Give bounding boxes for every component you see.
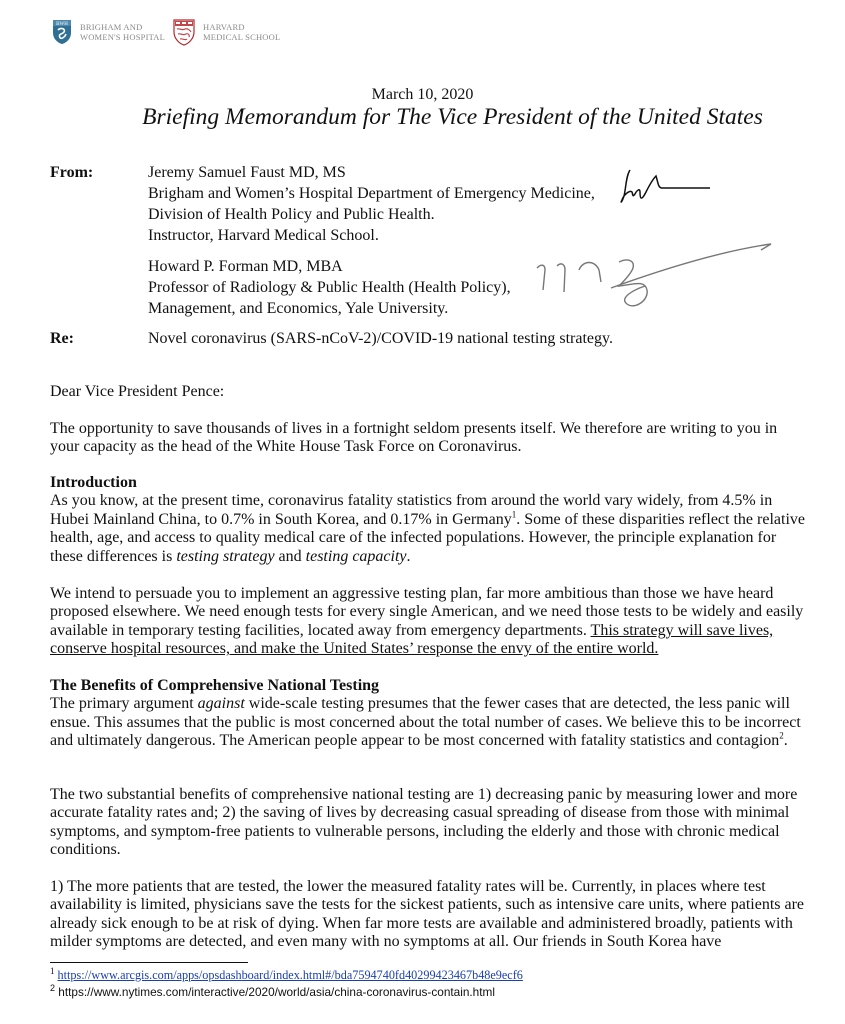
bwh-logo-line1: BRIGHAM AND	[80, 22, 143, 32]
introduction-section	[50, 474, 805, 566]
author2-affiliation-1: Professor of Radiology & Public Health (Health Policy),	[148, 279, 511, 296]
opening-paragraph: The opportunity to save thousands of lives in a fortnight seldom presents itself. We therefore are writing to you in your capacity as the head of the White House Task Force on Coronavirus.	[50, 420, 778, 456]
footnote-1: $^1$ https://www.arcgis.com/apps/opsdashboard/index.html#/bda7594740fd40299423467b48e9ecf6	[50, 965, 523, 982]
salutation: Dear Vice President Pence:	[50, 383, 225, 400]
letterhead	[52, 12, 288, 52]
benefits-paragraph-3: 1) The more patients that are tested, the lower the measured fatality rates will be. Currently, in places where test availability is limited, physicians save the tests for the sickest patients, such as intensive care units, where patients are already sick enough to be at risk of dying. When far more tests are available and administered broadly, patients with milder symptoms are detected, and even many with no symptoms at all. Our friends in South Korea have	[50, 878, 805, 951]
bwh-shield-icon	[52, 19, 72, 45]
author2-name: Howard P. Forman MD, MBA	[148, 258, 343, 275]
author1-affiliation-2: Division of Health Policy and Public Health.	[148, 206, 435, 223]
benefits-heading: The Benefits of Comprehensive National Testing	[50, 677, 380, 694]
bwh-logo	[52, 19, 165, 45]
footnote-2-text: https://www.nytimes.com/interactive/2020/world/asia/china-coronavirus-contain.html	[58, 985, 495, 999]
author1-affiliation-1: Brigham and Women’s Hospital Department of Emergency Medicine,	[148, 185, 595, 202]
benefits-paragraph-1: The primary argument against wide-scale testing presumes that the fewer cases that are detected, the less panic will ensue. This assumes that the public is most concerned about the total number of cases. We believe this to be incorrect and ultimately dangerous. The American people appear to be most concerned with fatality statistics and contagion$^2$.	[50, 695, 801, 750]
footnote-2: $^2$ https://www.nytimes.com/interactive/2020/world/asia/china-coronavirus-contain.html	[50, 983, 495, 999]
introduction-paragraph: As you know, at the present time, coronavirus fatality statistics from around the world vary widely, from 4.5% in Hubei Mainland China, to 0.7% in South Korea, and 0.17% in Germany$^1$. Some of these disparities reflect the relative health, age, and access to quality medical care of the infected populations. However, the principle explanation for these differences is testing strategy and testing capacity.	[50, 492, 805, 565]
benefits-section	[50, 677, 805, 751]
hms-logo-line2: MEDICAL SCHOOL	[203, 32, 281, 42]
author1-affiliation-3: Instructor, Harvard Medical School.	[148, 227, 379, 244]
author1-name: Jeremy Samuel Faust MD, MS	[148, 164, 346, 181]
memo-title: Briefing Memorandum for The Vice President of the United States	[142, 104, 763, 130]
benefits-paragraph-2: The two substantial benefits of comprehensive national testing are 1) decreasing panic by measuring lower and more accurate fatality rates and; 2) the saving of lives by decreasing casual spreading of disease from those with minimal symptoms, and symptom-free patients to vulnerable persons, including the elderly and those with chronic medical conditions.	[50, 786, 798, 859]
footnote-ref-2[interactable]: 2	[779, 730, 784, 741]
from-label: From:	[50, 164, 94, 181]
svg-text:BWH: BWH	[56, 22, 68, 27]
introduction-heading: Introduction	[50, 474, 137, 491]
author2-affiliation-2: Management, and Economics, Yale University.	[148, 300, 449, 317]
re-subject: Novel coronavirus (SARS-nCoV-2)/COVID-19 national testing strategy.	[148, 330, 613, 347]
bwh-logo-line2: WOMEN'S HOSPITAL	[80, 32, 166, 42]
footnote-ref-1[interactable]: 1	[511, 509, 517, 520]
signature-faust	[618, 168, 728, 208]
re-label: Re:	[50, 330, 74, 347]
hms-logo-line1: HARVARD	[203, 22, 245, 32]
footnote-separator	[50, 962, 248, 963]
strategy-paragraph: We intend to persuade you to implement an aggressive testing plan, far more ambitious than those we have heard proposed elsewhere. We need enough tests for every single American, and we need those tests to be widely and easily available in temporary testing facilities, located away from emergency departments. This strategy will save lives, conserve hospital resources, and make the United States’ response the envy of the entire world.	[50, 585, 804, 658]
footnote-1-link[interactable]: https://www.arcgis.com/apps/opsdashboard/index.html#/bda7594740fd40299423467b48e9ecf6	[57, 968, 523, 982]
memo-date: March 10, 2020	[371, 86, 474, 103]
underlined-claim: This strategy will save lives, conserve hospital resources, and make the United States’ response the envy of the entire world.	[50, 621, 774, 658]
hms-logo	[173, 19, 280, 46]
signature-forman	[535, 240, 775, 320]
harvard-shield-icon	[173, 19, 195, 46]
